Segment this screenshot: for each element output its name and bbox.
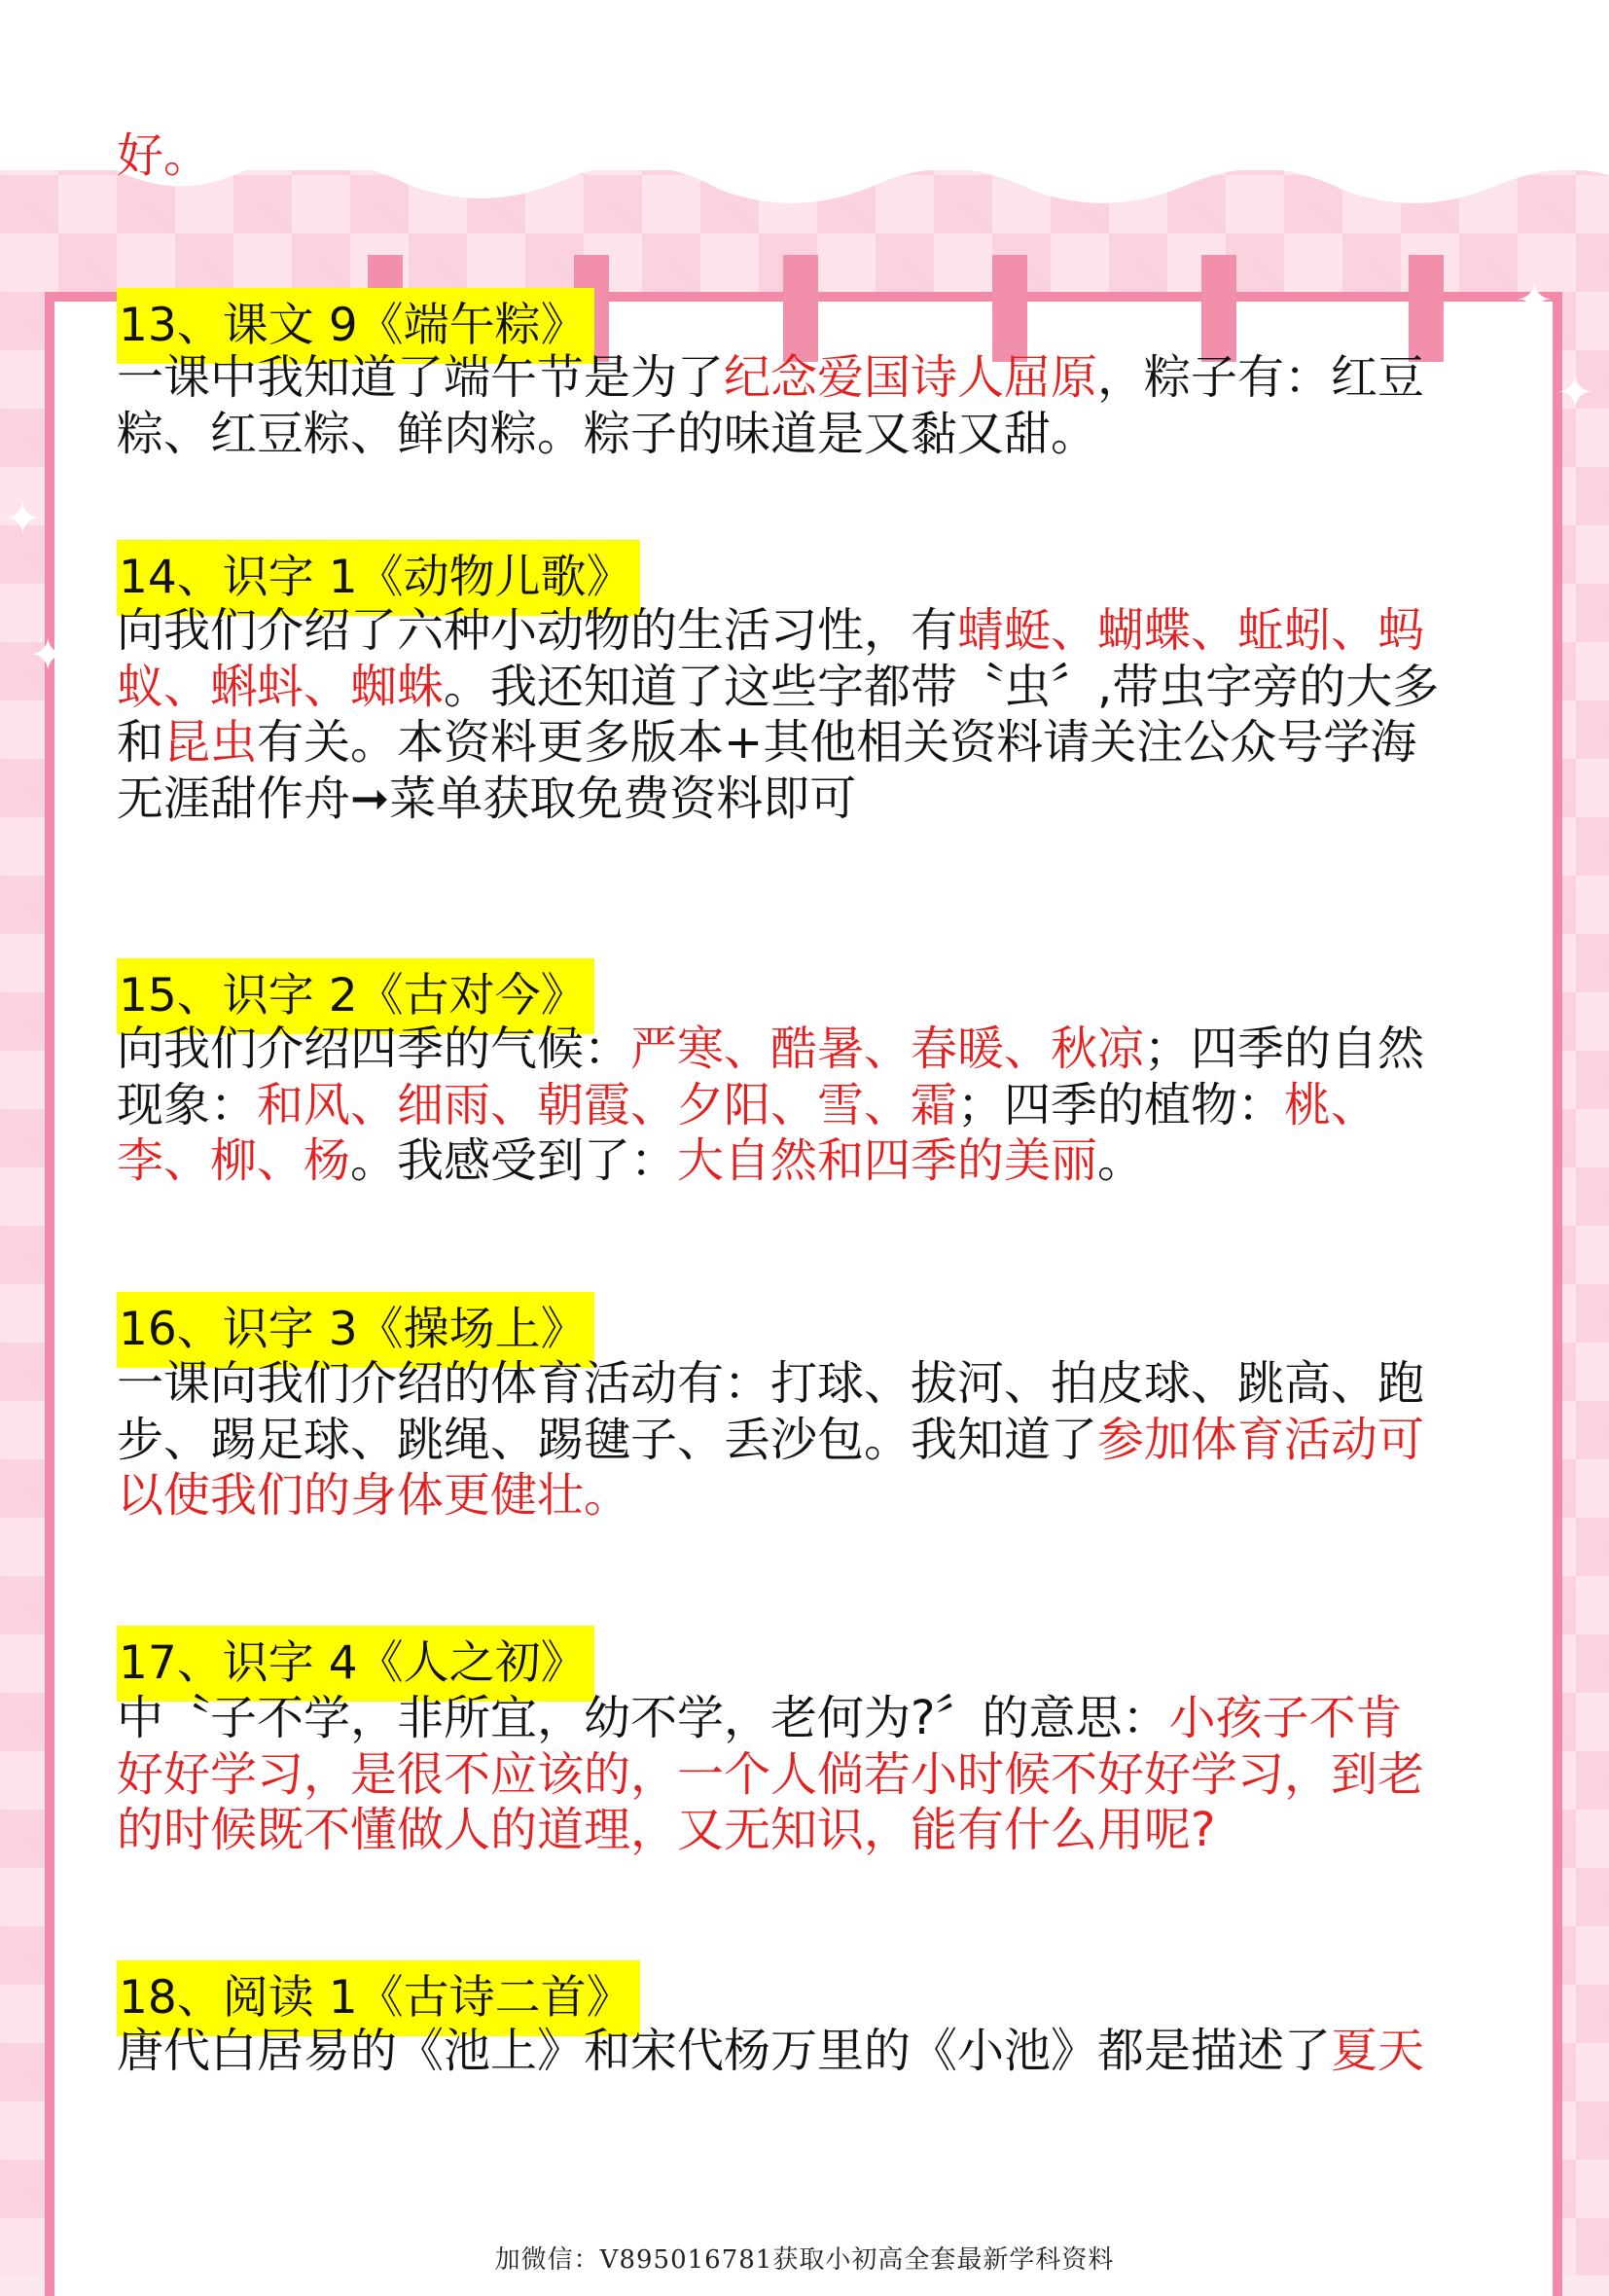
body-text: 。: [1097, 1133, 1145, 1188]
section-heading: 14、识字 1《动物儿歌》: [117, 540, 640, 616]
sparkle-icon: ✦: [29, 628, 67, 681]
body-text: ；四季的植物：: [957, 1077, 1285, 1132]
highlighted-text: 严寒、酷暑、春暖、秋凉: [630, 1022, 1145, 1076]
highlighted-text: 好好学习，是很不应该的，一个人倘若小时候不好好学习，到老: [117, 1746, 1425, 1802]
body-text: 中〝子不学，非所宜，幼不学，老何为?〞的意思：: [117, 1691, 1169, 1745]
body-text: 有关。本资料更多版本+其他相关资料请关注公众号学海: [257, 715, 1417, 770]
sparkle-icon: ✦: [1516, 273, 1554, 326]
paragraph-line: [117, 711, 1416, 773]
highlighted-text: 昆虫: [163, 715, 258, 770]
paragraph-line: [117, 1352, 1424, 1415]
body-text: 粽、红豆粽、鲜肉粽。粽子的味道是又黏又甜。: [117, 406, 1098, 461]
highlighted-text: 和风、细雨、朝霞、夕阳、雪、霜: [257, 1077, 958, 1132]
paragraph-line: [117, 768, 856, 830]
body-text: ；四季的自然: [1144, 1022, 1425, 1076]
body-text: 。我感受到了：: [350, 1133, 678, 1188]
section-heading: 13、课文 9《端午粽》: [117, 288, 594, 364]
body-text: 向我们介绍四季的气候：: [117, 1022, 631, 1076]
top-text: 好。: [117, 128, 211, 183]
body-text: 一课向我们介绍的体育活动有：打球、拔河、拍皮球、跳高、跑: [117, 1356, 1425, 1411]
highlighted-text: 夏天: [1331, 2024, 1425, 2078]
body-text: 唐代白居易的《池上》和宋代杨万里的《小池》都是描述了: [117, 2024, 1332, 2078]
body-text: 。我还知道了这些字都带〝虫〞,带虫字旁的大多: [444, 659, 1440, 714]
paragraph-line: [117, 2020, 1424, 2082]
paragraph-line: [117, 1074, 1377, 1136]
paragraph-line: [117, 1018, 1424, 1080]
paragraph-line: [117, 1464, 630, 1526]
highlighted-text: 李、柳、杨: [117, 1133, 351, 1188]
highlighted-text: 桃、: [1284, 1077, 1378, 1132]
highlighted-text: 的时候既不懂做人的道理，又无知识，能有什么用呢?: [117, 1803, 1216, 1857]
paragraph-line: [117, 656, 1439, 718]
paragraph-line: [117, 1799, 1215, 1861]
highlighted-text: 蜻蜓、蝴蝶、蚯蚓、蚂: [957, 603, 1425, 658]
body-text: 一课中我知道了端午节是为了: [117, 350, 725, 405]
paragraph-line: [117, 346, 1424, 409]
highlighted-text: 小孩子不肯: [1168, 1691, 1403, 1745]
body-text: 向我们介绍了六种小动物的生活习性，有: [117, 603, 958, 658]
body-text: 步、踢足球、跳绳、踢毽子、丢沙包。我知道了: [117, 1412, 1098, 1467]
body-text: 和: [117, 715, 164, 770]
section-heading: 16、识字 3《操场上》: [117, 1292, 594, 1368]
sparkle-icon: ✦: [4, 492, 42, 545]
top-white-band: [0, 0, 1609, 170]
highlighted-text: 以使我们的身体更健壮。: [117, 1468, 631, 1523]
paragraph-line: [117, 1409, 1424, 1471]
section-heading: 15、识字 2《古对今》: [117, 958, 594, 1034]
highlighted-text: 蚁、蝌蚪、蜘蛛: [117, 659, 445, 714]
footer-note: 加微信：V895016781获取小初高全套最新学科资料: [494, 2245, 1115, 2275]
highlighted-text: 纪念爱国诗人屈原: [724, 350, 1098, 405]
highlighted-text: 大自然和四季的美丽: [677, 1133, 1098, 1188]
sparkle-icon: ✦: [1556, 366, 1594, 418]
body-text: 无涯甜作舟➞菜单获取免费资料即可: [117, 771, 857, 826]
paragraph-line: [117, 599, 1424, 662]
body-text: ，粽子有：红豆: [1097, 350, 1425, 405]
paragraph-line: [117, 1687, 1403, 1749]
paragraph-line: [117, 1130, 1144, 1192]
paragraph-line: [117, 403, 1097, 465]
section-heading: 18、阅读 1《古诗二首》: [117, 1960, 640, 2036]
section-heading: 17、识字 4《人之初》: [117, 1626, 594, 1702]
highlighted-text: 参加体育活动可: [1097, 1412, 1425, 1467]
body-text: 现象：: [117, 1077, 258, 1132]
paragraph-line: [117, 1743, 1424, 1806]
